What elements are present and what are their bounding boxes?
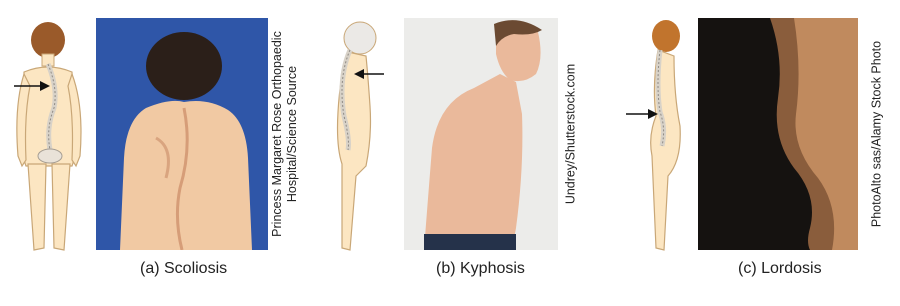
caption: (a) Scoliosis [140,260,228,277]
lordosis-photo [698,18,858,250]
caption: (c) Lordosis [738,260,822,277]
credit-line-1: PhotoAlto sas/Alamy Stock Photo [869,40,884,228]
photo-credit [270,18,300,250]
panel-kyphosis [300,0,600,306]
kyphosis-side-illustration [320,16,390,258]
photo-credit [556,18,586,250]
arrow-icon [626,108,658,120]
arrow-icon [354,68,384,80]
kyphosis-photo [404,18,558,250]
scoliosis-back-illustration [10,16,90,258]
photo-credit [862,18,892,250]
panel-scoliosis [0,0,300,306]
credit-line-1: Undrey/Shutterstock.com [563,63,578,205]
arrow-icon [14,80,50,92]
credit-line-2: Hospital/Science Source [285,65,299,203]
panel-lordosis [600,0,900,306]
lordosis-side-illustration [638,16,698,258]
caption: (b) Kyphosis [436,260,525,277]
credit-line-1: Princess Margaret Rose Orthopaedic [270,31,284,237]
scoliosis-photo [96,18,268,250]
